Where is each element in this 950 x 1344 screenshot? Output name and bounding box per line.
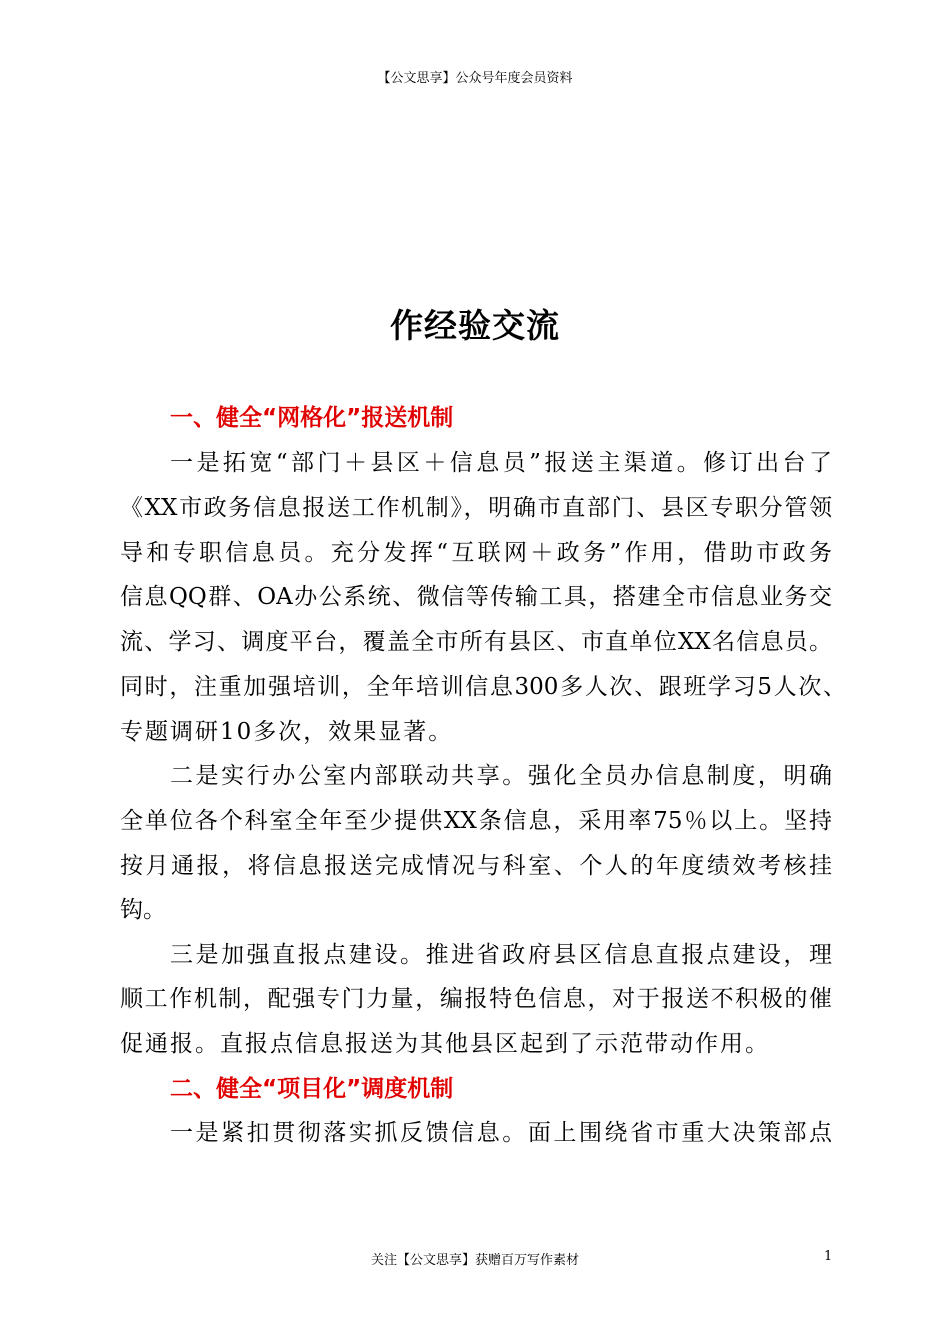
paragraph-line: 信息QQ群、OA办公系统、微信等传输工具，搭建全市信息业务交 xyxy=(120,584,832,610)
paragraph-line: 同时，注重加强培训，全年培训信息300多人次、跟班学习5人次、 xyxy=(120,674,846,700)
paragraph-line: 导和专职信息员。充分发挥“互联网＋政务”作用，借助市政务 xyxy=(120,540,832,566)
paragraph-line: 二是实行办公室内部联动共享。强化全员办信息制度，明确 xyxy=(170,763,832,789)
document-title: 作经验交流 xyxy=(390,306,560,345)
paragraph-line: 专题调研10多次，效果显著。 xyxy=(120,719,454,745)
page-footer: 关注【公文思享】获赠百万写作素材 xyxy=(370,1253,579,1268)
paragraph-line: 全单位各个科室全年至少提供XX条信息，采用率75％以上。坚持 xyxy=(120,808,832,834)
paragraph-line: 顺工作机制，配强专门力量，编报特色信息，对于报送不积极的催 xyxy=(120,986,832,1012)
paragraph-line: 《XX市政务信息报送工作机制》，明确市直部门、县区专职分管领 xyxy=(120,495,832,521)
paragraph-line: 一是紧扣贯彻落实抓反馈信息。面上围绕省市重大决策部点 xyxy=(170,1120,832,1146)
paragraph-line: 促通报。直报点信息报送为其他县区起到了示范带动作用。 xyxy=(120,1031,770,1057)
page-number: 1 xyxy=(824,1249,833,1264)
paragraph-line: 一是拓宽“部门＋县区＋信息员”报送主渠道。修订出台了 xyxy=(170,450,832,476)
paragraph-line: 按月通报，将信息报送完成情况与科室、个人的年度绩效考核挂 xyxy=(120,853,832,879)
paragraph-line: 三是加强直报点建设。推进省政府县区信息直报点建设，理 xyxy=(170,942,832,968)
section-heading: 二、健全“项目化”调度机制 xyxy=(170,1076,454,1102)
paragraph-line: 流、学习、调度平台，覆盖全市所有县区、市直单位XX名信息员。 xyxy=(120,629,832,655)
section-heading: 一、健全“网格化”报送机制 xyxy=(170,405,454,431)
paragraph-line: 钩。 xyxy=(120,897,166,923)
page-header: 【公文思享】公众号年度会员资料 xyxy=(377,71,573,86)
